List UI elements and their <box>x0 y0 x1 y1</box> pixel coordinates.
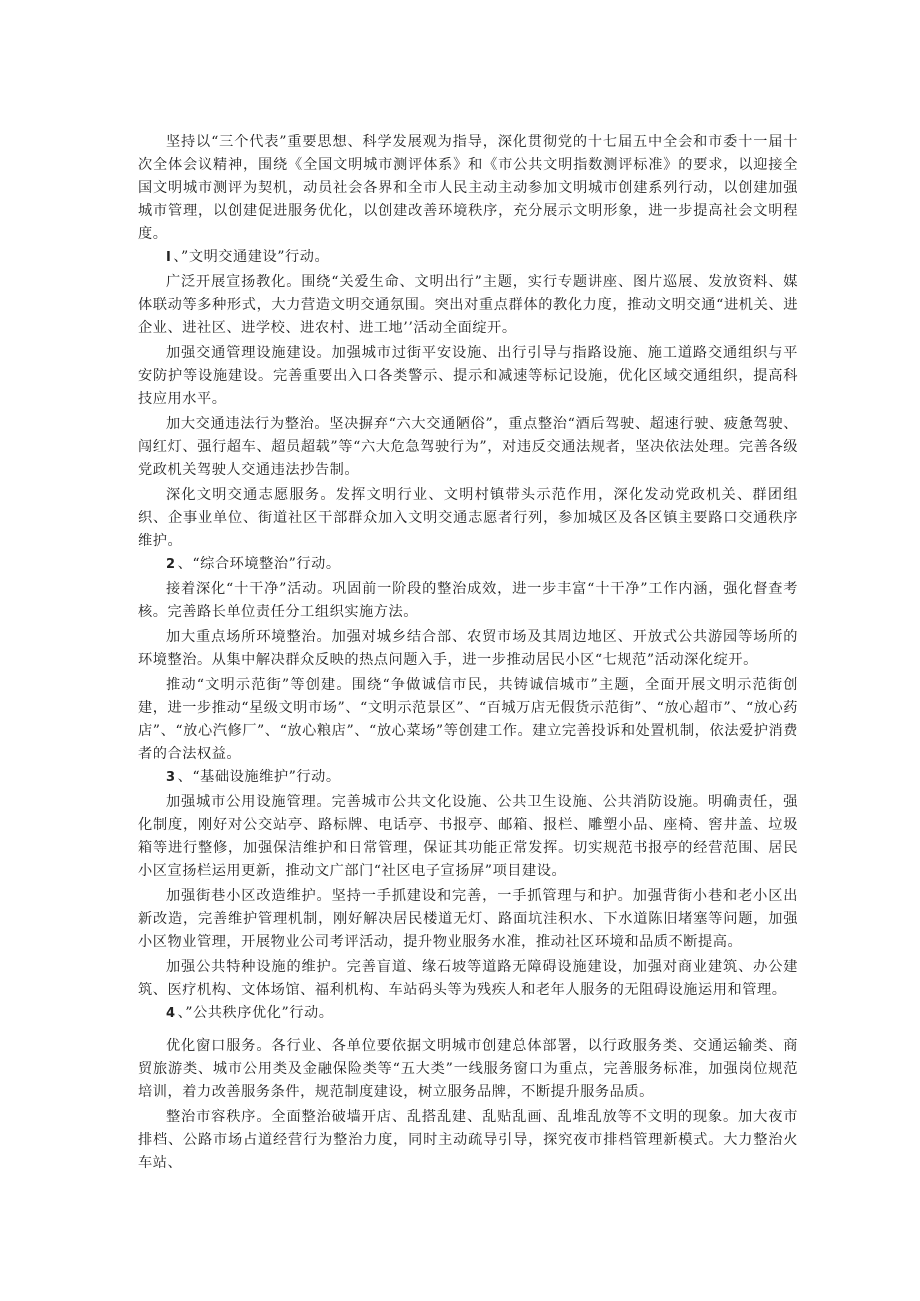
section-number: I <box>166 250 172 265</box>
body-paragraph: 整治市容秩序。全面整治破墙开店、乱搭乱建、乱贴乱画、乱堆乱放等不文明的现象。加大夜市排档、公路市场占道经营行为整治力度，同时主动疏导引导，探究夜市排档管理新模式。大力整治火车站、 <box>138 1109 798 1171</box>
section-number: 3 <box>166 770 176 785</box>
body-paragraph: 加大重点场所环境整治。加强对城乡结合部、农贸市场及其周边地区、开放式公共游园等场所的环境整治。从集中解决群众反映的热点问题入手，进一步推动居民小区“七规范”活动深化绽开。 <box>138 629 798 668</box>
section-number: 4 <box>166 1006 176 1021</box>
body-paragraph: 接着深化“十干净”活动。巩固前一阶段的整治成效，进一步丰富“十干净”工作内涵，强化督查考核。完善路长单位责任分工组织实施方法。 <box>138 581 798 620</box>
section-heading <box>138 246 798 269</box>
body-paragraph: 优化窗口服务。各行业、各单位要依据文明城市创建总体部署，以行政服务类、交通运输类、商贸旅游类、城市公用类及金融保险类等“五大类”一线服务窗口为重点，完善服务标准，加强岗位规范培训，着力改善服务条件，规范制度建设，树立服务品牌，不断提升服务品质。 <box>138 1038 798 1100</box>
section-heading <box>138 766 798 789</box>
body-paragraph: 推动“文明示范街”等创建。围绕“争做诚信市民，共铸诚信城市”主题，全面开展文明示范街创建，进一步推动“星级文明市场”、“文明示范景区”、“百城万店无假货示范街”、“放心超市”、“放心药店”、“放心汽修厂”、“放心粮店”、“放心菜场”等创建工作。建立完善投诉和处置机制，依法爱护消费者的合法权益。 <box>138 677 798 762</box>
section-title: 、“综合环境整治”行动。 <box>177 556 341 572</box>
section-2 <box>138 553 798 766</box>
section-title: 、”公共秩序优化”行动。 <box>177 1005 334 1021</box>
section-heading <box>138 553 798 576</box>
body-paragraph: 加强城市公用设施管理。完善城市公共文化设施、公共卫生设施、公共消防设施。明确责任，强化制度，刚好对公交站亭、路标牌、电话亭、书报亭、邮箱、报栏、雕塑小品、座椅、窖井盖、垃圾箱等进行整修，加强保洁维护和日常管理，保证其功能正常发挥。切实规范书报亭的经营范围、居民小区宣扬栏运用更新，推动文广部门“社区电子宣扬屏”项目建设。 <box>138 794 798 879</box>
body-paragraph: 加强街巷小区改造维护。坚持一手抓建设和完善，一手抓管理与和护。加强背街小巷和老小区出新改造，完善维护管理机制，刚好解决居民楼道无灯、路面坑洼积水、下水道陈旧堵塞等问题，加强小区物业管理，开展物业公司考评活动，提升物业服务水准，推动社区环境和品质不断提高。 <box>138 888 798 950</box>
section-number: 2 <box>166 557 176 572</box>
section-title: 、“基础设施维护”行动。 <box>177 769 341 785</box>
body-paragraph: 加强公共特种设施的维护。完善盲道、缘石坡等道路无障碍设施建设，加强对商业建筑、办公建筑、医疗机构、文体场馆、福利机构、车站码头等为残疾人和老年人服务的无阻碍设施运用和管理。 <box>138 959 798 998</box>
section-4 <box>138 1002 798 1175</box>
body-paragraph: 深化文明交通志愿服务。发挥文明行业、文明村镇带头示范作用，深化发动党政机关、群团组织、企事业单位、街道社区干部群众加入文明交通志愿者行列，参加城区及各区镇主要路口交通秩序维护。 <box>138 487 798 549</box>
body-paragraph: 加强交通管理设施建设。加强城市过街平安设施、出行引导与指路设施、施工道路交通组织与平安防护等设施建设。完善重要出入口各类警示、提示和减速等标记设施，优化区域交通组织，提高科技应用水平。 <box>138 345 798 407</box>
section-heading <box>138 1002 798 1025</box>
body-paragraph: 广泛开展宣扬教化。围绕“关爱生命、文明出行”主题，实行专题讲座、图片巡展、发放资料、媒体联动等多种形式，大力营造文明交通氛围。突出对重点群体的教化力度，推动文明交通“进机关、进企业、进社区、进学校、进农村、进工地’’活动全面绽开。 <box>138 274 798 336</box>
body-paragraph: 加大交通违法行为整治。坚决摒弃“六大交通陋俗”，重点整治“酒后驾驶、超速行驶、疲惫驾驶、闯红灯、强行超车、超员超载”等“六大危急驾驶行为”，对违反交通法规者，坚决依法处理。完善各级党政机关驾驶人交通违法抄告制。 <box>138 416 798 478</box>
section-1 <box>138 246 798 553</box>
section-title: 、”文明交通建设”行动。 <box>173 249 330 265</box>
intro-paragraph: 坚持以“三个代表”重要思想、科学发展观为指导，深化贯彻党的十七届五中全会和市委十一届十次全体会议精神，围绕《全国文明城市测评体系》和《市公共文明指数测评标准》的要求，以迎接全国文明城市测评为契机，动员社会各界和全市人民主动主动参加文明城市创建系列行动，以创建加强城市管理，以创建促进服务优化，以创建改善环境秩序，充分展示文明形象，进一步提高社会文明程度。 <box>138 134 798 242</box>
document-body <box>138 131 798 1175</box>
section-3 <box>138 766 798 1002</box>
